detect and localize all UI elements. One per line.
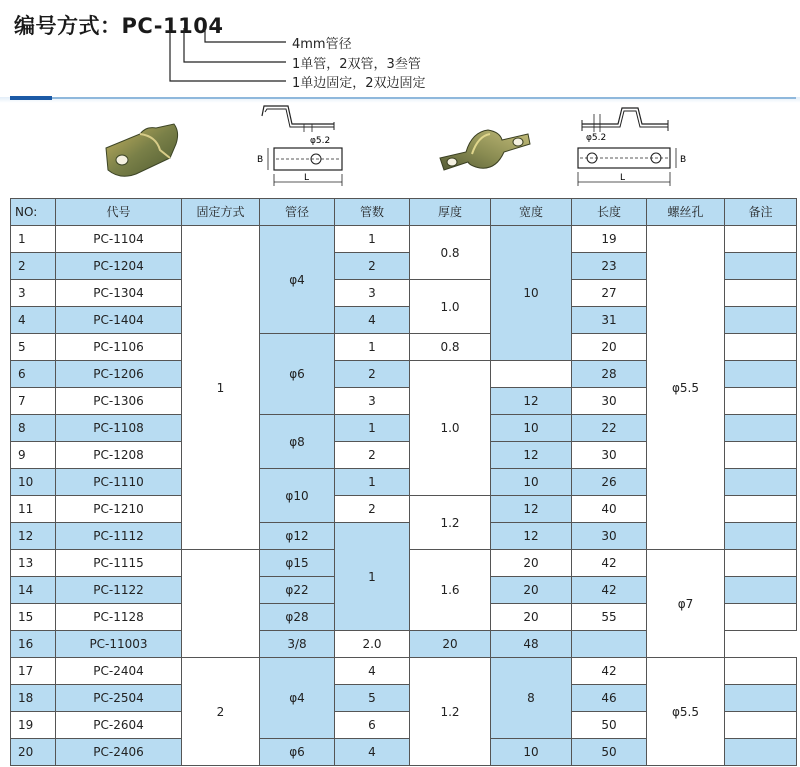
cell-no: 17 <box>11 658 56 685</box>
cell-length: 42 <box>572 550 647 577</box>
cell-code: PC-1206 <box>56 361 182 388</box>
cell-diameter: φ12 <box>260 523 335 550</box>
cell-count: 2 <box>335 442 410 469</box>
cell-diameter: φ4 <box>260 658 335 739</box>
cell-code: PC-1204 <box>56 253 182 280</box>
cell-code: PC-1404 <box>56 307 182 334</box>
cell-diameter: φ10 <box>260 469 335 523</box>
cell-thickness: 1.0 <box>410 361 491 496</box>
cell-remark <box>725 523 797 550</box>
col-diameter: 管径 <box>260 199 335 226</box>
cell-width: 20 <box>491 577 572 604</box>
b-label: B <box>680 155 687 165</box>
divider-line <box>10 97 796 99</box>
cell-mount <box>182 550 260 658</box>
dia-label: φ5.2 <box>310 136 331 146</box>
cell-length: 40 <box>572 496 647 523</box>
cell-remark <box>725 685 797 712</box>
dia-label: φ5.2 <box>586 133 607 143</box>
cell-no: 14 <box>11 577 56 604</box>
col-code: 代号 <box>56 199 182 226</box>
cell-width: 8 <box>491 658 572 739</box>
cell-code: PC-1128 <box>56 604 182 631</box>
cell-length: 30 <box>572 442 647 469</box>
header-row <box>11 199 797 226</box>
cell-no: 6 <box>11 361 56 388</box>
l-label: L <box>304 173 310 183</box>
cell-remark <box>725 415 797 442</box>
cell-count: 4 <box>335 658 410 685</box>
cell-diameter: φ22 <box>260 577 335 604</box>
cell-count: 1 <box>335 415 410 442</box>
cell-length: 31 <box>572 307 647 334</box>
cell-no: 3 <box>11 280 56 307</box>
cell-code: PC-1208 <box>56 442 182 469</box>
single-clamp-photo <box>100 118 182 184</box>
cell-remark <box>725 739 797 766</box>
cell-length: 30 <box>572 388 647 415</box>
cell-length: 50 <box>572 739 647 766</box>
cell-code: PC-2406 <box>56 739 182 766</box>
cell-code: PC-2504 <box>56 685 182 712</box>
cell-thickness: 0.8 <box>410 226 491 280</box>
cell-width: 10 <box>491 469 572 496</box>
cell-no: 4 <box>11 307 56 334</box>
cell-code: PC-1210 <box>56 496 182 523</box>
cell-no: 18 <box>11 685 56 712</box>
cell-diameter: φ15 <box>260 550 335 577</box>
cell-code: PC-1104 <box>56 226 182 253</box>
legend-mount-type: 1单边固定，2双边固定 <box>292 76 426 91</box>
cell-remark <box>725 469 797 496</box>
cell-no: 15 <box>11 604 56 631</box>
cell-length: 22 <box>572 415 647 442</box>
cell-remark <box>572 631 647 658</box>
cell-remark <box>725 361 797 388</box>
cell-no: 8 <box>11 415 56 442</box>
cell-width: 12 <box>491 388 572 415</box>
cell-count: 1 <box>335 469 410 496</box>
cell-width <box>491 361 572 388</box>
spec-table <box>10 198 797 766</box>
cell-count: 1 <box>335 523 410 631</box>
cell-remark <box>725 334 797 361</box>
col-remark: 备注 <box>725 199 797 226</box>
cell-remark <box>725 442 797 469</box>
cell-length: 20 <box>572 334 647 361</box>
cell-code: PC-1110 <box>56 469 182 496</box>
cell-length: 46 <box>572 685 647 712</box>
cell-no: 20 <box>11 739 56 766</box>
legend-tube-count: 1单管，2双管，3叁管 <box>292 57 421 72</box>
cell-diameter: φ6 <box>260 334 335 415</box>
cell-length: 26 <box>572 469 647 496</box>
table-row <box>11 658 797 685</box>
double-clamp-photo <box>436 118 534 186</box>
cell-code: PC-2404 <box>56 658 182 685</box>
cell-no: 7 <box>11 388 56 415</box>
cell-width: 20 <box>410 631 491 658</box>
cell-no: 5 <box>11 334 56 361</box>
col-count: 管数 <box>335 199 410 226</box>
cell-count: 3 <box>335 280 410 307</box>
cell-length: 19 <box>572 226 647 253</box>
cell-mount: 1 <box>182 226 260 550</box>
cell-remark <box>725 550 797 577</box>
cell-no: 11 <box>11 496 56 523</box>
cell-code: PC-2604 <box>56 712 182 739</box>
cell-count: 1 <box>335 334 410 361</box>
cell-mount: 2 <box>182 658 260 766</box>
cell-width: 12 <box>491 523 572 550</box>
cell-diameter: φ4 <box>260 226 335 334</box>
cell-remark <box>725 496 797 523</box>
cell-length: 23 <box>572 253 647 280</box>
double-clamp-drawing <box>572 100 690 192</box>
cell-count: 5 <box>335 685 410 712</box>
cell-thickness: 1.0 <box>410 280 491 334</box>
cell-thickness: 0.8 <box>410 334 491 361</box>
cell-diameter: φ6 <box>260 739 335 766</box>
cell-no: 1 <box>11 226 56 253</box>
cell-code: PC-1112 <box>56 523 182 550</box>
cell-length: 48 <box>491 631 572 658</box>
cell-count: 2 <box>335 496 410 523</box>
cell-no: 16 <box>11 631 56 658</box>
b-label: B <box>257 155 264 165</box>
cell-no: 2 <box>11 253 56 280</box>
cell-count: 2 <box>335 361 410 388</box>
cell-count: 4 <box>335 739 410 766</box>
cell-code: PC-1115 <box>56 550 182 577</box>
cell-code: PC-11003 <box>56 631 182 658</box>
cell-count: 6 <box>335 712 410 739</box>
cell-no: 10 <box>11 469 56 496</box>
col-width: 宽度 <box>491 199 572 226</box>
cell-no: 9 <box>11 442 56 469</box>
cell-count: 1 <box>335 226 410 253</box>
cell-no: 12 <box>11 523 56 550</box>
cell-count: 3 <box>335 388 410 415</box>
cell-width: 20 <box>491 604 572 631</box>
cell-diameter: φ28 <box>260 604 335 631</box>
cell-remark <box>725 712 797 739</box>
cell-code: PC-1122 <box>56 577 182 604</box>
cell-no: 13 <box>11 550 56 577</box>
cell-width: 10 <box>491 415 572 442</box>
cell-screw: φ5.5 <box>647 658 725 766</box>
cell-width: 12 <box>491 442 572 469</box>
cell-width: 20 <box>491 550 572 577</box>
cell-code: PC-1108 <box>56 415 182 442</box>
page-title: 编号方式：PC-1104 <box>14 14 224 38</box>
cell-code: PC-1306 <box>56 388 182 415</box>
cell-count: 2 <box>335 253 410 280</box>
cell-remark <box>725 280 797 307</box>
cell-code: PC-1304 <box>56 280 182 307</box>
cell-length: 50 <box>572 712 647 739</box>
cell-length: 42 <box>572 577 647 604</box>
cell-length: 28 <box>572 361 647 388</box>
cell-remark <box>725 658 797 685</box>
cell-code: PC-1106 <box>56 334 182 361</box>
cell-remark <box>725 253 797 280</box>
col-no: NO: <box>11 199 56 226</box>
single-clamp-drawing <box>252 100 352 192</box>
cell-remark <box>725 307 797 334</box>
cell-remark <box>725 388 797 415</box>
cell-width: 10 <box>491 739 572 766</box>
cell-screw: φ5.5 <box>647 226 725 550</box>
cell-count: 4 <box>335 307 410 334</box>
divider-accent <box>10 96 52 100</box>
col-length: 长度 <box>572 199 647 226</box>
cell-length: 55 <box>572 604 647 631</box>
l-label: L <box>620 173 626 183</box>
cell-length: 30 <box>572 523 647 550</box>
header <box>0 0 800 100</box>
cell-remark <box>725 604 797 631</box>
col-mount: 固定方式 <box>182 199 260 226</box>
table-row <box>11 226 797 253</box>
cell-width: 12 <box>491 496 572 523</box>
col-screw: 螺丝孔 <box>647 199 725 226</box>
cell-diameter: φ8 <box>260 415 335 469</box>
cell-diameter: 3/8 <box>260 631 335 658</box>
cell-thickness: 1.6 <box>410 550 491 631</box>
cell-remark <box>725 226 797 253</box>
cell-no: 19 <box>11 712 56 739</box>
cell-length: 27 <box>572 280 647 307</box>
cell-thickness: 1.2 <box>410 658 491 766</box>
cell-thickness: 2.0 <box>335 631 410 658</box>
cell-length: 42 <box>572 658 647 685</box>
col-thickness: 厚度 <box>410 199 491 226</box>
cell-width: 10 <box>491 226 572 361</box>
cell-screw: φ7 <box>647 550 725 658</box>
cell-thickness: 1.2 <box>410 496 491 550</box>
legend-diameter: 4mm管径 <box>292 37 352 52</box>
cell-remark <box>725 577 797 604</box>
